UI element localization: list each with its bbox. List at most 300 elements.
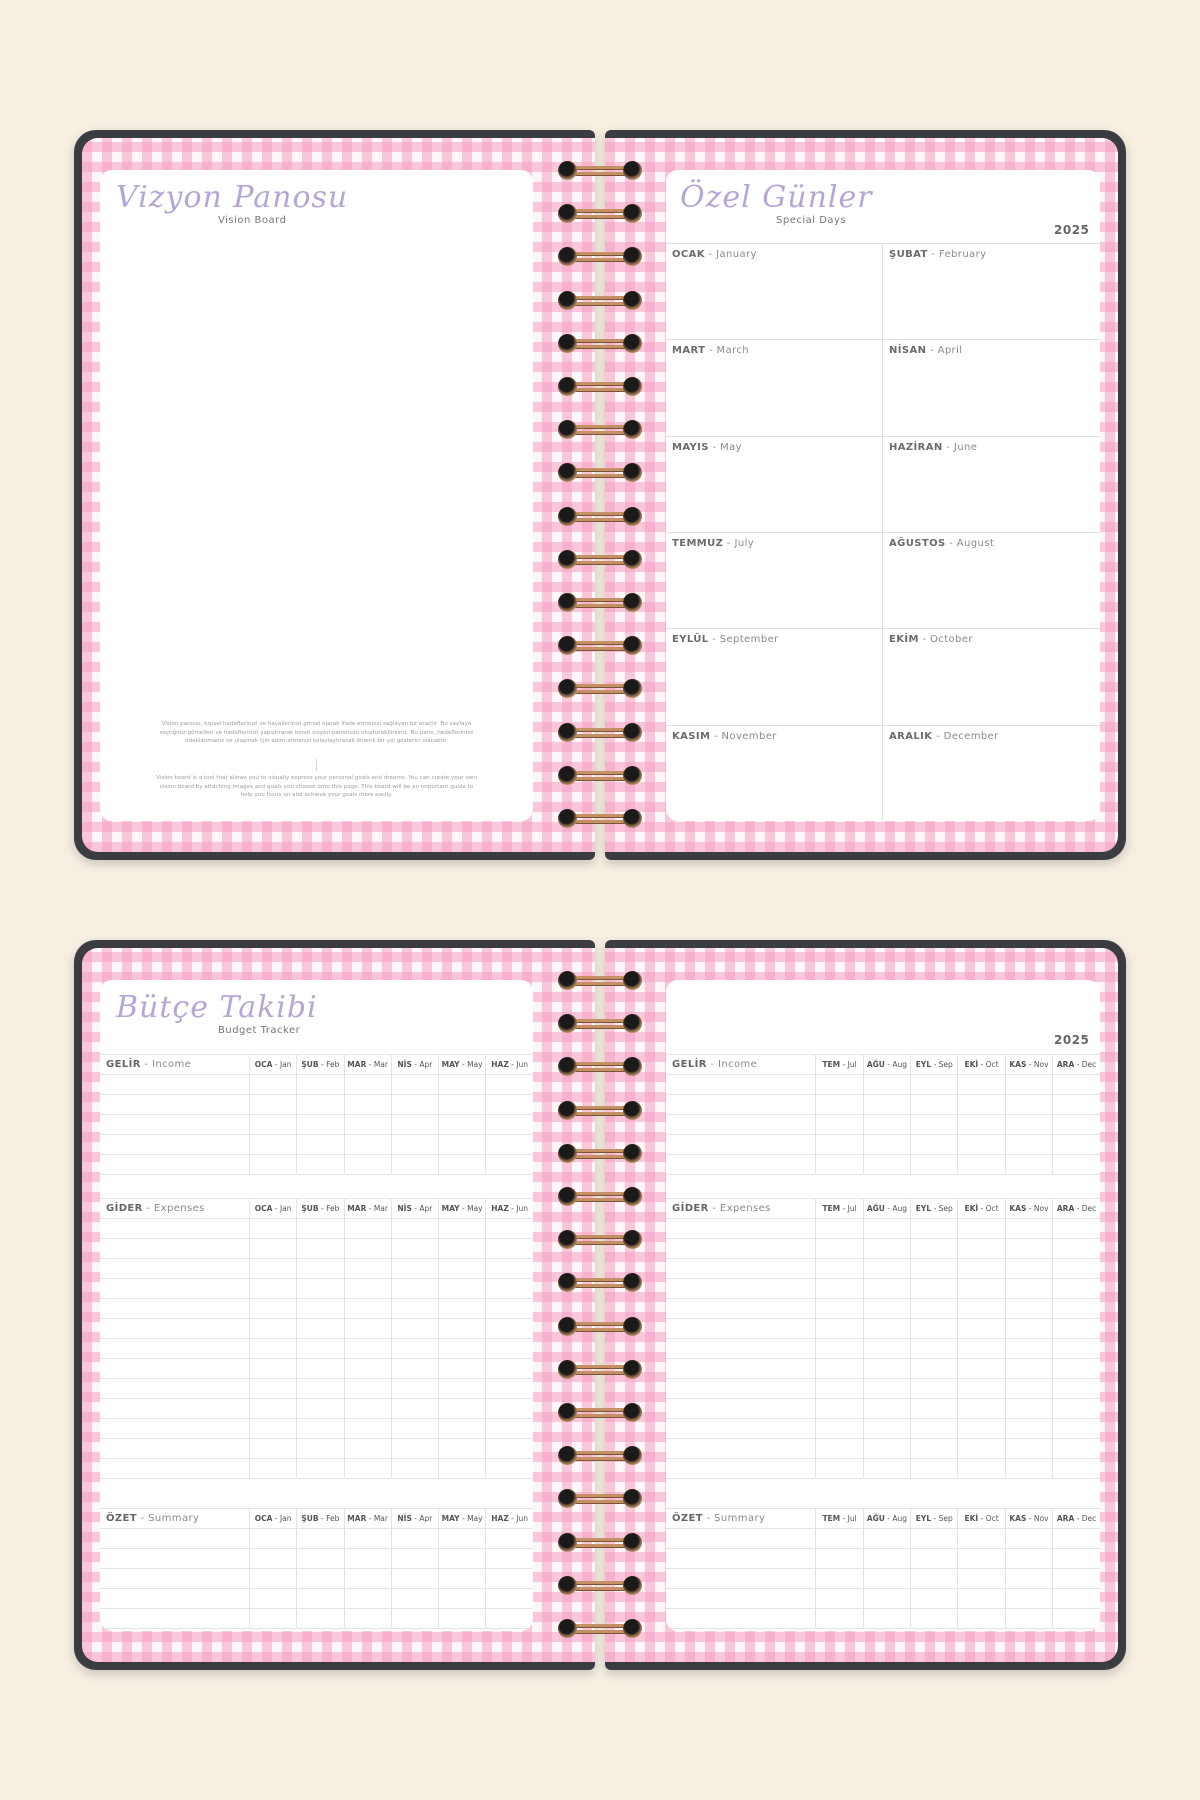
- month-cell[interactable]: [666, 437, 883, 533]
- table-cell[interactable]: [391, 1529, 438, 1549]
- table-cell[interactable]: [344, 1379, 391, 1399]
- table-cell[interactable]: [297, 1115, 344, 1135]
- table-cell[interactable]: [250, 1135, 297, 1155]
- table-cell[interactable]: [486, 1219, 533, 1239]
- table-cell[interactable]: [958, 1135, 1005, 1155]
- table-cell[interactable]: [816, 1399, 863, 1419]
- table-cell[interactable]: [816, 1569, 863, 1589]
- table-cell[interactable]: [250, 1259, 297, 1279]
- table-cell[interactable]: [438, 1259, 485, 1279]
- table-cell[interactable]: [391, 1135, 438, 1155]
- table-cell[interactable]: [391, 1155, 438, 1175]
- table-cell[interactable]: [250, 1115, 297, 1135]
- table-cell[interactable]: [486, 1549, 533, 1569]
- table-cell[interactable]: [486, 1075, 533, 1095]
- table-cell[interactable]: [666, 1155, 816, 1175]
- table-cell[interactable]: [1053, 1529, 1100, 1549]
- table-cell[interactable]: [816, 1459, 863, 1479]
- table-cell[interactable]: [297, 1529, 344, 1549]
- table-cell[interactable]: [438, 1379, 485, 1399]
- table-cell[interactable]: [297, 1399, 344, 1419]
- table-cell[interactable]: [816, 1339, 863, 1359]
- table-cell[interactable]: [391, 1459, 438, 1479]
- table-cell[interactable]: [911, 1529, 958, 1549]
- table-cell[interactable]: [391, 1569, 438, 1589]
- table-cell[interactable]: [250, 1379, 297, 1399]
- table-cell[interactable]: [666, 1075, 816, 1095]
- table-cell[interactable]: [486, 1115, 533, 1135]
- table-cell[interactable]: [250, 1459, 297, 1479]
- table-cell[interactable]: [438, 1279, 485, 1299]
- table-cell[interactable]: [438, 1439, 485, 1459]
- table-cell[interactable]: [863, 1439, 910, 1459]
- table-cell[interactable]: [438, 1135, 485, 1155]
- table-cell[interactable]: [958, 1419, 1005, 1439]
- table-cell[interactable]: [1005, 1609, 1052, 1629]
- table-cell[interactable]: [958, 1279, 1005, 1299]
- table-cell[interactable]: [863, 1549, 910, 1569]
- table-cell[interactable]: [391, 1095, 438, 1115]
- table-cell[interactable]: [100, 1549, 250, 1569]
- table-cell[interactable]: [911, 1549, 958, 1569]
- table-cell[interactable]: [100, 1219, 250, 1239]
- table-cell[interactable]: [958, 1219, 1005, 1239]
- table-cell[interactable]: [816, 1439, 863, 1459]
- table-cell[interactable]: [486, 1279, 533, 1299]
- table-cell[interactable]: [1053, 1589, 1100, 1609]
- month-cell[interactable]: [666, 244, 883, 340]
- table-cell[interactable]: [438, 1459, 485, 1479]
- table-cell[interactable]: [1005, 1279, 1052, 1299]
- month-cell[interactable]: [883, 244, 1100, 340]
- table-cell[interactable]: [344, 1419, 391, 1439]
- table-cell[interactable]: [911, 1609, 958, 1629]
- table-cell[interactable]: [344, 1279, 391, 1299]
- table-cell[interactable]: [911, 1219, 958, 1239]
- table-cell[interactable]: [100, 1239, 250, 1259]
- table-cell[interactable]: [344, 1219, 391, 1239]
- table-cell[interactable]: [100, 1379, 250, 1399]
- table-cell[interactable]: [1005, 1239, 1052, 1259]
- table-cell[interactable]: [344, 1075, 391, 1095]
- table-cell[interactable]: [250, 1075, 297, 1095]
- table-cell[interactable]: [297, 1379, 344, 1399]
- table-cell[interactable]: [863, 1529, 910, 1549]
- table-cell[interactable]: [958, 1259, 1005, 1279]
- table-cell[interactable]: [438, 1095, 485, 1115]
- table-cell[interactable]: [958, 1439, 1005, 1459]
- table-cell[interactable]: [666, 1115, 816, 1135]
- table-cell[interactable]: [391, 1239, 438, 1259]
- table-cell[interactable]: [816, 1279, 863, 1299]
- table-cell[interactable]: [344, 1155, 391, 1175]
- table-cell[interactable]: [391, 1379, 438, 1399]
- table-cell[interactable]: [863, 1155, 910, 1175]
- table-cell[interactable]: [1053, 1399, 1100, 1419]
- table-cell[interactable]: [666, 1219, 816, 1239]
- table-cell[interactable]: [250, 1319, 297, 1339]
- table-cell[interactable]: [958, 1075, 1005, 1095]
- table-cell[interactable]: [344, 1569, 391, 1589]
- table-cell[interactable]: [666, 1299, 816, 1319]
- table-cell[interactable]: [958, 1155, 1005, 1175]
- table-cell[interactable]: [438, 1419, 485, 1439]
- table-cell[interactable]: [438, 1609, 485, 1629]
- table-cell[interactable]: [250, 1549, 297, 1569]
- table-cell[interactable]: [250, 1095, 297, 1115]
- table-cell[interactable]: [816, 1589, 863, 1609]
- table-cell[interactable]: [486, 1439, 533, 1459]
- table-cell[interactable]: [391, 1279, 438, 1299]
- table-cell[interactable]: [863, 1399, 910, 1419]
- table-cell[interactable]: [666, 1279, 816, 1299]
- table-cell[interactable]: [438, 1299, 485, 1319]
- table-cell[interactable]: [1053, 1319, 1100, 1339]
- table-cell[interactable]: [250, 1359, 297, 1379]
- table-cell[interactable]: [911, 1439, 958, 1459]
- table-cell[interactable]: [1053, 1569, 1100, 1589]
- table-cell[interactable]: [486, 1135, 533, 1155]
- table-cell[interactable]: [958, 1115, 1005, 1135]
- table-cell[interactable]: [250, 1399, 297, 1419]
- table-cell[interactable]: [391, 1319, 438, 1339]
- table-cell[interactable]: [100, 1399, 250, 1419]
- table-cell[interactable]: [486, 1259, 533, 1279]
- table-cell[interactable]: [438, 1589, 485, 1609]
- table-cell[interactable]: [666, 1609, 816, 1629]
- table-cell[interactable]: [1005, 1529, 1052, 1549]
- table-cell[interactable]: [438, 1549, 485, 1569]
- table-cell[interactable]: [297, 1319, 344, 1339]
- table-cell[interactable]: [100, 1609, 250, 1629]
- table-cell[interactable]: [666, 1135, 816, 1155]
- table-cell[interactable]: [816, 1529, 863, 1549]
- table-cell[interactable]: [391, 1609, 438, 1629]
- table-cell[interactable]: [100, 1115, 250, 1135]
- table-cell[interactable]: [958, 1609, 1005, 1629]
- table-cell[interactable]: [344, 1259, 391, 1279]
- month-cell[interactable]: [883, 340, 1100, 436]
- table-cell[interactable]: [863, 1075, 910, 1095]
- table-cell[interactable]: [816, 1115, 863, 1135]
- table-cell[interactable]: [1005, 1259, 1052, 1279]
- table-cell[interactable]: [863, 1419, 910, 1439]
- table-cell[interactable]: [958, 1399, 1005, 1419]
- table-cell[interactable]: [100, 1259, 250, 1279]
- table-cell[interactable]: [100, 1075, 250, 1095]
- month-cell[interactable]: [883, 629, 1100, 725]
- table-cell[interactable]: [297, 1239, 344, 1259]
- table-cell[interactable]: [1053, 1219, 1100, 1239]
- table-cell[interactable]: [438, 1115, 485, 1135]
- table-cell[interactable]: [100, 1529, 250, 1549]
- table-cell[interactable]: [666, 1529, 816, 1549]
- table-cell[interactable]: [666, 1549, 816, 1569]
- table-cell[interactable]: [863, 1115, 910, 1135]
- table-cell[interactable]: [486, 1299, 533, 1319]
- table-cell[interactable]: [438, 1219, 485, 1239]
- table-cell[interactable]: [1053, 1155, 1100, 1175]
- table-cell[interactable]: [250, 1155, 297, 1175]
- table-cell[interactable]: [911, 1115, 958, 1135]
- table-cell[interactable]: [1053, 1359, 1100, 1379]
- table-cell[interactable]: [1053, 1419, 1100, 1439]
- table-cell[interactable]: [816, 1135, 863, 1155]
- table-cell[interactable]: [250, 1219, 297, 1239]
- table-cell[interactable]: [297, 1459, 344, 1479]
- table-cell[interactable]: [958, 1299, 1005, 1319]
- table-cell[interactable]: [816, 1239, 863, 1259]
- table-cell[interactable]: [863, 1339, 910, 1359]
- table-cell[interactable]: [344, 1439, 391, 1459]
- month-cell[interactable]: [666, 726, 883, 821]
- table-cell[interactable]: [911, 1339, 958, 1359]
- table-cell[interactable]: [863, 1609, 910, 1629]
- table-cell[interactable]: [1005, 1075, 1052, 1095]
- table-cell[interactable]: [911, 1155, 958, 1175]
- table-cell[interactable]: [958, 1339, 1005, 1359]
- table-cell[interactable]: [816, 1259, 863, 1279]
- table-cell[interactable]: [911, 1279, 958, 1299]
- table-cell[interactable]: [816, 1319, 863, 1339]
- table-cell[interactable]: [911, 1299, 958, 1319]
- table-cell[interactable]: [391, 1549, 438, 1569]
- table-cell[interactable]: [1053, 1115, 1100, 1135]
- table-cell[interactable]: [297, 1219, 344, 1239]
- table-cell[interactable]: [958, 1529, 1005, 1549]
- table-cell[interactable]: [250, 1439, 297, 1459]
- table-cell[interactable]: [297, 1279, 344, 1299]
- table-cell[interactable]: [1005, 1299, 1052, 1319]
- table-cell[interactable]: [863, 1459, 910, 1479]
- table-cell[interactable]: [911, 1459, 958, 1479]
- month-cell[interactable]: [883, 726, 1100, 821]
- table-cell[interactable]: [1005, 1439, 1052, 1459]
- table-cell[interactable]: [344, 1399, 391, 1419]
- table-cell[interactable]: [486, 1399, 533, 1419]
- table-cell[interactable]: [250, 1419, 297, 1439]
- table-cell[interactable]: [816, 1299, 863, 1319]
- table-cell[interactable]: [1053, 1339, 1100, 1359]
- table-cell[interactable]: [1005, 1569, 1052, 1589]
- table-cell[interactable]: [100, 1135, 250, 1155]
- table-cell[interactable]: [438, 1155, 485, 1175]
- table-cell[interactable]: [486, 1359, 533, 1379]
- table-cell[interactable]: [666, 1359, 816, 1379]
- month-cell[interactable]: [883, 533, 1100, 629]
- table-cell[interactable]: [1005, 1589, 1052, 1609]
- table-cell[interactable]: [666, 1589, 816, 1609]
- table-cell[interactable]: [391, 1259, 438, 1279]
- vision-board-page[interactable]: [100, 170, 533, 821]
- table-cell[interactable]: [911, 1589, 958, 1609]
- table-cell[interactable]: [297, 1075, 344, 1095]
- table-cell[interactable]: [297, 1359, 344, 1379]
- table-cell[interactable]: [438, 1075, 485, 1095]
- table-cell[interactable]: [100, 1339, 250, 1359]
- table-cell[interactable]: [911, 1379, 958, 1399]
- table-cell[interactable]: [344, 1339, 391, 1359]
- table-cell[interactable]: [1005, 1379, 1052, 1399]
- table-cell[interactable]: [1005, 1549, 1052, 1569]
- table-cell[interactable]: [100, 1299, 250, 1319]
- table-cell[interactable]: [863, 1239, 910, 1259]
- table-cell[interactable]: [486, 1095, 533, 1115]
- table-cell[interactable]: [666, 1319, 816, 1339]
- table-cell[interactable]: [666, 1459, 816, 1479]
- table-cell[interactable]: [486, 1569, 533, 1589]
- table-cell[interactable]: [911, 1095, 958, 1115]
- table-cell[interactable]: [958, 1095, 1005, 1115]
- table-cell[interactable]: [816, 1609, 863, 1629]
- table-cell[interactable]: [344, 1135, 391, 1155]
- table-cell[interactable]: [863, 1379, 910, 1399]
- table-cell[interactable]: [1053, 1549, 1100, 1569]
- table-cell[interactable]: [958, 1589, 1005, 1609]
- table-cell[interactable]: [666, 1379, 816, 1399]
- table-cell[interactable]: [297, 1095, 344, 1115]
- table-cell[interactable]: [297, 1135, 344, 1155]
- table-cell[interactable]: [1005, 1459, 1052, 1479]
- table-cell[interactable]: [391, 1075, 438, 1095]
- table-cell[interactable]: [911, 1569, 958, 1589]
- table-cell[interactable]: [391, 1419, 438, 1439]
- table-cell[interactable]: [297, 1155, 344, 1175]
- table-cell[interactable]: [344, 1359, 391, 1379]
- table-cell[interactable]: [344, 1319, 391, 1339]
- table-cell[interactable]: [100, 1589, 250, 1609]
- table-cell[interactable]: [666, 1439, 816, 1459]
- table-cell[interactable]: [816, 1549, 863, 1569]
- table-cell[interactable]: [391, 1299, 438, 1319]
- table-cell[interactable]: [297, 1589, 344, 1609]
- table-cell[interactable]: [297, 1339, 344, 1359]
- table-cell[interactable]: [911, 1259, 958, 1279]
- table-cell[interactable]: [863, 1589, 910, 1609]
- table-cell[interactable]: [100, 1095, 250, 1115]
- table-cell[interactable]: [438, 1359, 485, 1379]
- table-cell[interactable]: [911, 1135, 958, 1155]
- table-cell[interactable]: [1053, 1259, 1100, 1279]
- table-cell[interactable]: [344, 1529, 391, 1549]
- table-cell[interactable]: [816, 1095, 863, 1115]
- table-cell[interactable]: [863, 1569, 910, 1589]
- table-cell[interactable]: [438, 1399, 485, 1419]
- table-cell[interactable]: [297, 1549, 344, 1569]
- table-cell[interactable]: [100, 1359, 250, 1379]
- table-cell[interactable]: [958, 1459, 1005, 1479]
- table-cell[interactable]: [863, 1299, 910, 1319]
- table-cell[interactable]: [438, 1569, 485, 1589]
- table-cell[interactable]: [911, 1359, 958, 1379]
- table-cell[interactable]: [1005, 1319, 1052, 1339]
- table-cell[interactable]: [100, 1439, 250, 1459]
- table-cell[interactable]: [958, 1359, 1005, 1379]
- table-cell[interactable]: [250, 1609, 297, 1629]
- month-cell[interactable]: [666, 340, 883, 436]
- table-cell[interactable]: [100, 1569, 250, 1589]
- table-cell[interactable]: [486, 1319, 533, 1339]
- table-cell[interactable]: [1005, 1359, 1052, 1379]
- table-cell[interactable]: [100, 1419, 250, 1439]
- table-cell[interactable]: [344, 1115, 391, 1135]
- table-cell[interactable]: [391, 1399, 438, 1419]
- table-cell[interactable]: [1053, 1075, 1100, 1095]
- table-cell[interactable]: [391, 1359, 438, 1379]
- table-cell[interactable]: [816, 1359, 863, 1379]
- table-cell[interactable]: [666, 1569, 816, 1589]
- table-cell[interactable]: [1053, 1379, 1100, 1399]
- table-cell[interactable]: [391, 1339, 438, 1359]
- table-cell[interactable]: [1053, 1279, 1100, 1299]
- table-cell[interactable]: [250, 1339, 297, 1359]
- table-cell[interactable]: [1005, 1135, 1052, 1155]
- table-cell[interactable]: [344, 1609, 391, 1629]
- table-cell[interactable]: [486, 1459, 533, 1479]
- table-cell[interactable]: [344, 1095, 391, 1115]
- table-cell[interactable]: [100, 1279, 250, 1299]
- table-cell[interactable]: [1053, 1239, 1100, 1259]
- table-cell[interactable]: [486, 1379, 533, 1399]
- table-cell[interactable]: [486, 1589, 533, 1609]
- table-cell[interactable]: [250, 1279, 297, 1299]
- table-cell[interactable]: [1053, 1095, 1100, 1115]
- table-cell[interactable]: [863, 1319, 910, 1339]
- table-cell[interactable]: [666, 1095, 816, 1115]
- table-cell[interactable]: [100, 1319, 250, 1339]
- table-cell[interactable]: [486, 1609, 533, 1629]
- table-cell[interactable]: [297, 1569, 344, 1589]
- table-cell[interactable]: [297, 1419, 344, 1439]
- table-cell[interactable]: [100, 1459, 250, 1479]
- table-cell[interactable]: [958, 1549, 1005, 1569]
- table-cell[interactable]: [911, 1239, 958, 1259]
- table-cell[interactable]: [911, 1319, 958, 1339]
- table-cell[interactable]: [666, 1259, 816, 1279]
- table-cell[interactable]: [1053, 1459, 1100, 1479]
- table-cell[interactable]: [1005, 1095, 1052, 1115]
- table-cell[interactable]: [1053, 1609, 1100, 1629]
- table-cell[interactable]: [1005, 1115, 1052, 1135]
- table-cell[interactable]: [958, 1239, 1005, 1259]
- table-cell[interactable]: [666, 1239, 816, 1259]
- table-cell[interactable]: [911, 1399, 958, 1419]
- table-cell[interactable]: [344, 1589, 391, 1609]
- table-cell[interactable]: [391, 1589, 438, 1609]
- table-cell[interactable]: [666, 1339, 816, 1359]
- table-cell[interactable]: [297, 1299, 344, 1319]
- table-cell[interactable]: [391, 1115, 438, 1135]
- table-cell[interactable]: [863, 1219, 910, 1239]
- month-cell[interactable]: [666, 629, 883, 725]
- month-cell[interactable]: [666, 533, 883, 629]
- table-cell[interactable]: [816, 1155, 863, 1175]
- table-cell[interactable]: [1005, 1399, 1052, 1419]
- table-cell[interactable]: [911, 1075, 958, 1095]
- table-cell[interactable]: [816, 1379, 863, 1399]
- table-cell[interactable]: [863, 1095, 910, 1115]
- table-cell[interactable]: [344, 1239, 391, 1259]
- table-cell[interactable]: [486, 1419, 533, 1439]
- table-cell[interactable]: [1053, 1439, 1100, 1459]
- table-cell[interactable]: [100, 1155, 250, 1175]
- table-cell[interactable]: [297, 1259, 344, 1279]
- table-cell[interactable]: [486, 1529, 533, 1549]
- table-cell[interactable]: [958, 1569, 1005, 1589]
- table-cell[interactable]: [250, 1589, 297, 1609]
- table-cell[interactable]: [486, 1239, 533, 1259]
- table-cell[interactable]: [1053, 1135, 1100, 1155]
